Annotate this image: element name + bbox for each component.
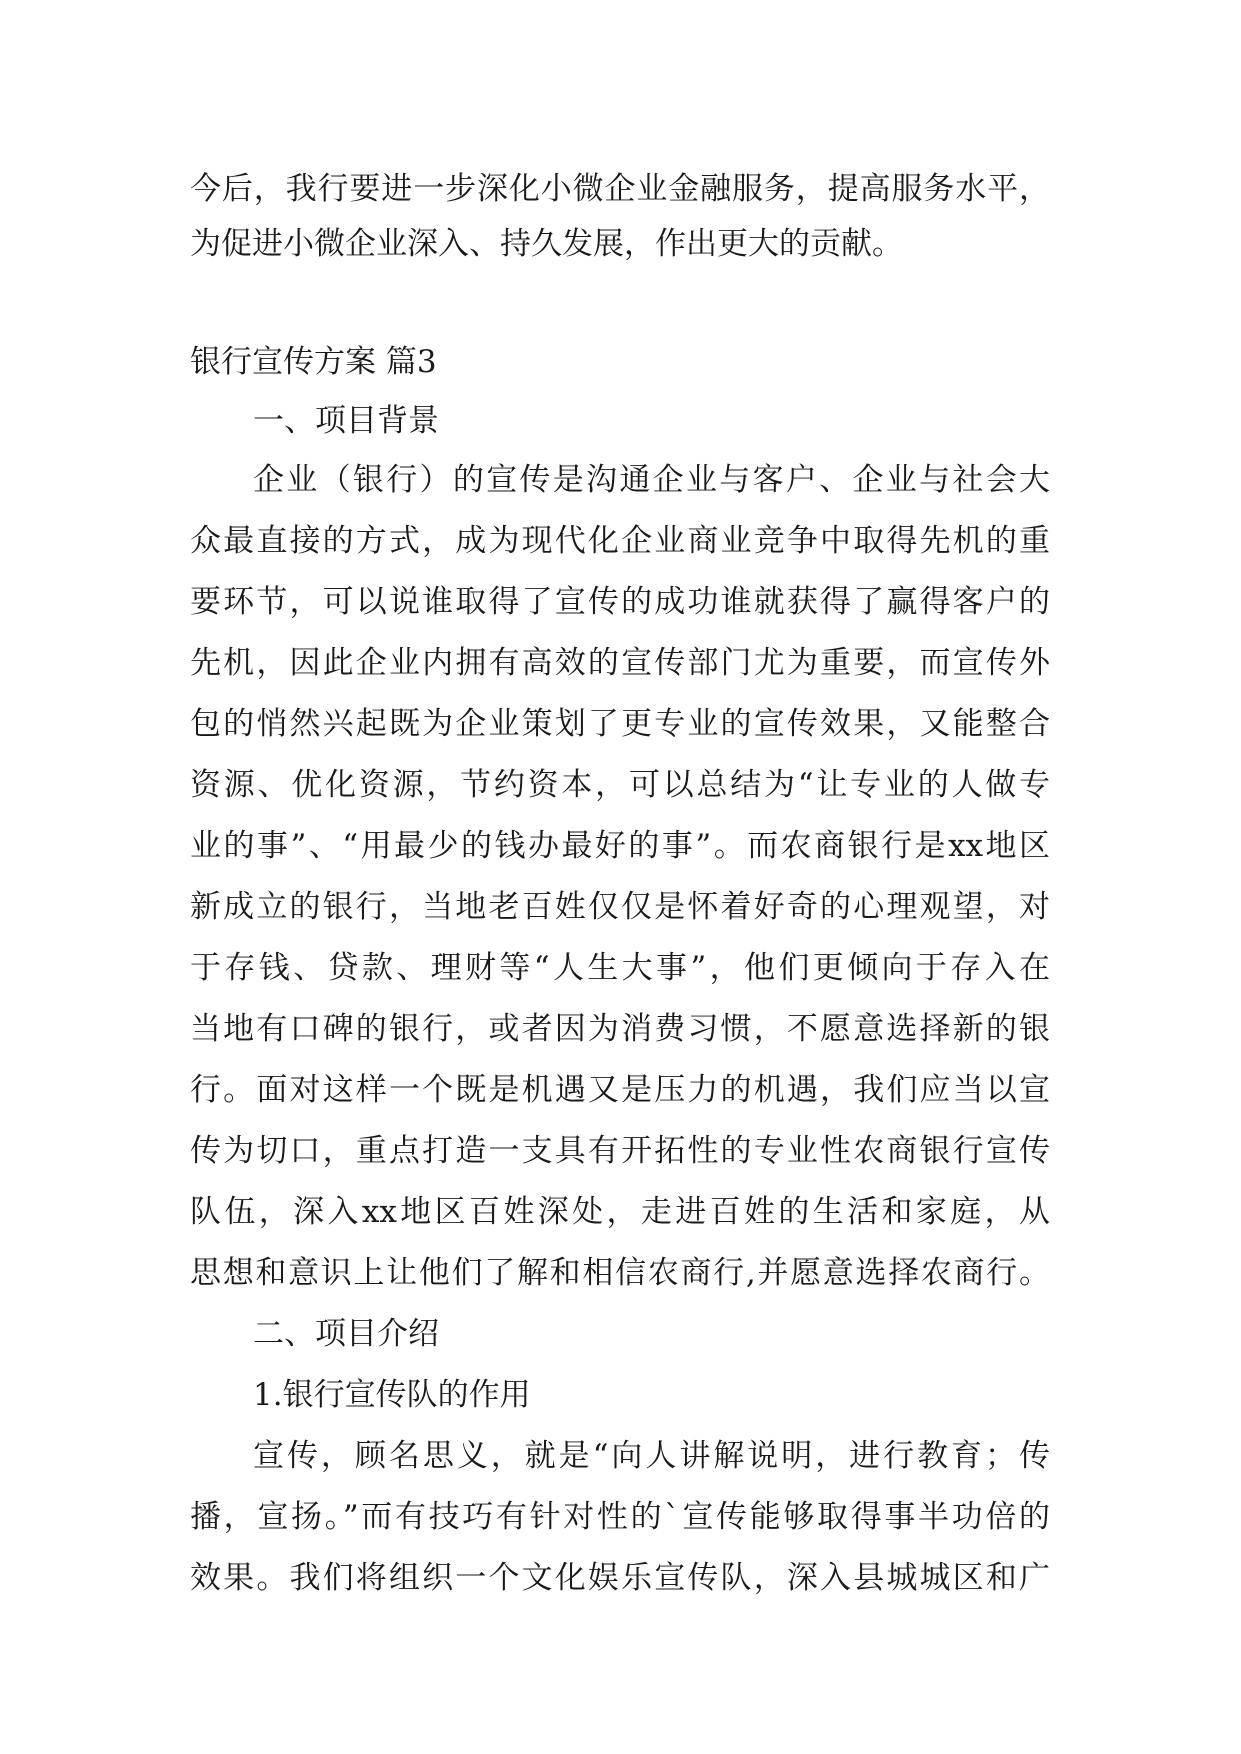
paragraph-line: 行。面对这样一个既是机遇又是压力的机遇，我们应当以宣: [190, 1072, 1050, 1108]
section-title: 银行宣传方案 篇3: [190, 344, 437, 380]
paragraph-line: 新成立的银行，当地老百姓仅仅是怀着好奇的心理观望，对: [190, 889, 1050, 925]
paragraph-line: 于存钱、贷款、理财等“人生大事”，他们更倾向于存入在: [190, 950, 1050, 986]
subheading-team-role: 1.银行宣传队的作用: [253, 1377, 531, 1413]
paragraph-line: 要环节，可以说谁取得了宣传的成功谁就获得了赢得客户的: [190, 584, 1050, 620]
paragraph-line: 当地有口碑的银行，或者因为消费习惯，不愿意选择新的银: [190, 1011, 1050, 1047]
heading-project-background: 一、项目背景: [253, 403, 439, 439]
paragraph-line: 众最直接的方式，成为现代化企业商业竞争中取得先机的重: [190, 523, 1050, 559]
paragraph-line: 今后，我行要进一步深化小微企业金融服务，提高服务水平，: [190, 171, 1050, 207]
paragraph-line: 先机，因此企业内拥有高效的宣传部门尤为重要，而宣传外: [190, 645, 1050, 681]
paragraph-line: 为促进小微企业深入、持久发展，作出更大的贡献。: [190, 226, 903, 262]
paragraph-line: 传为切口，重点打造一支具有开拓性的专业性农商银行宣传: [190, 1133, 1050, 1169]
paragraph-line: 队伍，深入xx地区百姓深处，走进百姓的生活和家庭，从: [190, 1194, 1050, 1230]
paragraph-line: 效果。我们将组织一个文化娱乐宣传队，深入县城城区和广: [190, 1560, 1050, 1596]
paragraph-line: 企业（银行）的宣传是沟通企业与客户、企业与社会大: [253, 462, 1050, 498]
paragraph-line: 包的悄然兴起既为企业策划了更专业的宣传效果，又能整合: [190, 706, 1050, 742]
heading-project-introduction: 二、项目介绍: [253, 1316, 439, 1352]
paragraph-line: 播，宣扬。”而有技巧有针对性的`宣传能够取得事半功倍的: [190, 1499, 1050, 1535]
paragraph-line: 业的事”、“用最少的钱办最好的事”。而农商银行是xx地区: [190, 828, 1050, 864]
paragraph-line: 资源、优化资源，节约资本，可以总结为“让专业的人做专: [190, 767, 1050, 803]
paragraph-line: 宣传，顾名思义，就是“向人讲解说明，进行教育；传: [253, 1438, 1050, 1474]
paragraph-line: 思想和意识上让他们了解和相信农商行,并愿意选择农商行。: [190, 1255, 1050, 1291]
